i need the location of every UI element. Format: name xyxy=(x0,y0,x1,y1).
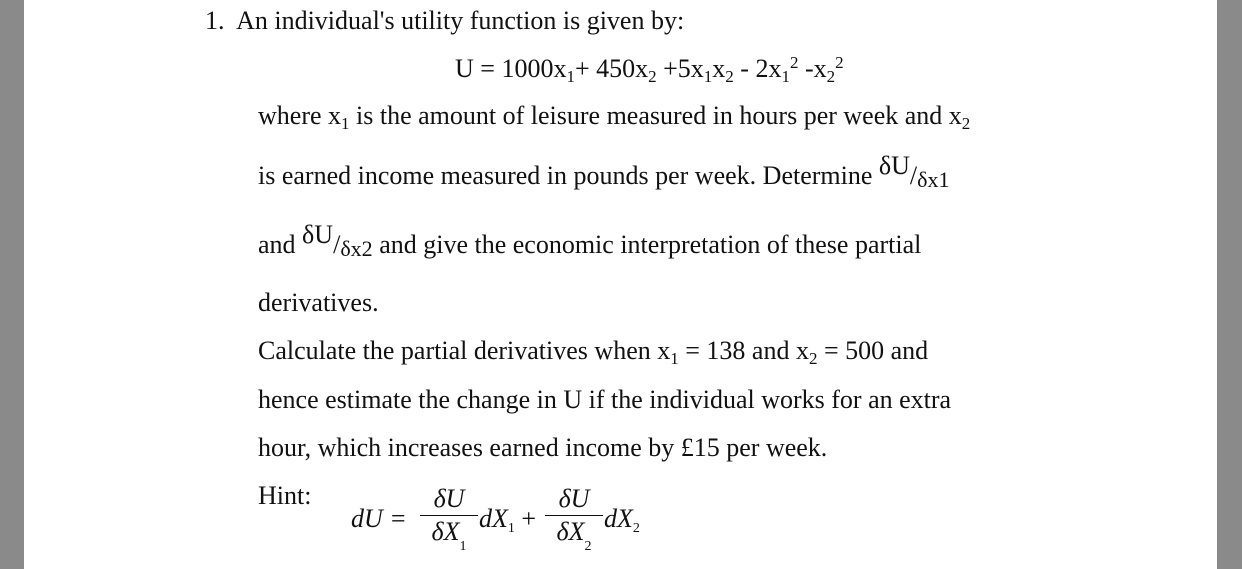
partial-dx2: δx2 xyxy=(340,236,373,261)
paragraph-line-3: and δU/δx2 and give the economic interpretation of these partial xyxy=(258,220,922,261)
question-line-intro xyxy=(205,6,684,36)
paragraph-line-5: Calculate the partial derivatives when $x_1 = 138$ and $x_2 = 500$ and xyxy=(258,336,929,368)
paragraph-line-2: is earned income measured in pounds per week. Determine δU/δx1 xyxy=(258,151,950,192)
fraction-bar xyxy=(545,515,603,516)
partial-dx1: δx1 xyxy=(917,167,950,192)
paragraph-line-1: where $x_1$ is the amount of leisure measured in hours per week and $x_2$ xyxy=(258,101,971,133)
question-number: 1. xyxy=(205,6,225,35)
partial-du: δU xyxy=(878,151,910,180)
fraction-bar xyxy=(420,515,478,516)
hint-lhs: dU = xyxy=(351,504,407,533)
document-page xyxy=(24,0,1217,569)
hint-middle-term: $dX_1$ + xyxy=(479,504,537,536)
paragraph-line-6: hence estimate the change in U if the individual works for an extra xyxy=(258,385,952,414)
utility-equation: $U = 1000x_1+ 450x_2 +5x_1x_2 - 2x_1^2$ $-x_2^2$ xyxy=(455,53,844,86)
partial-du: δU xyxy=(302,220,334,249)
hint-fraction-2 xyxy=(545,484,603,554)
paragraph-line-7: hour, which increases earned income by £15 per week. xyxy=(258,433,828,462)
paragraph-line-4: derivatives. xyxy=(258,288,379,317)
hint-end-term: $dX_2$ xyxy=(604,504,640,536)
hint-fraction-1-denominator: $\delta X_1$ xyxy=(431,517,467,554)
question-intro: An individual's utility function is given by: xyxy=(236,6,685,35)
hint-fraction-2-denominator: $\delta X_2$ xyxy=(556,517,592,554)
hint-fraction-1 xyxy=(420,484,478,554)
hint-label: Hint: xyxy=(258,481,312,510)
hint-fraction-2-numerator: δU xyxy=(558,484,590,513)
hint-fraction-1-numerator: δU xyxy=(433,484,465,513)
